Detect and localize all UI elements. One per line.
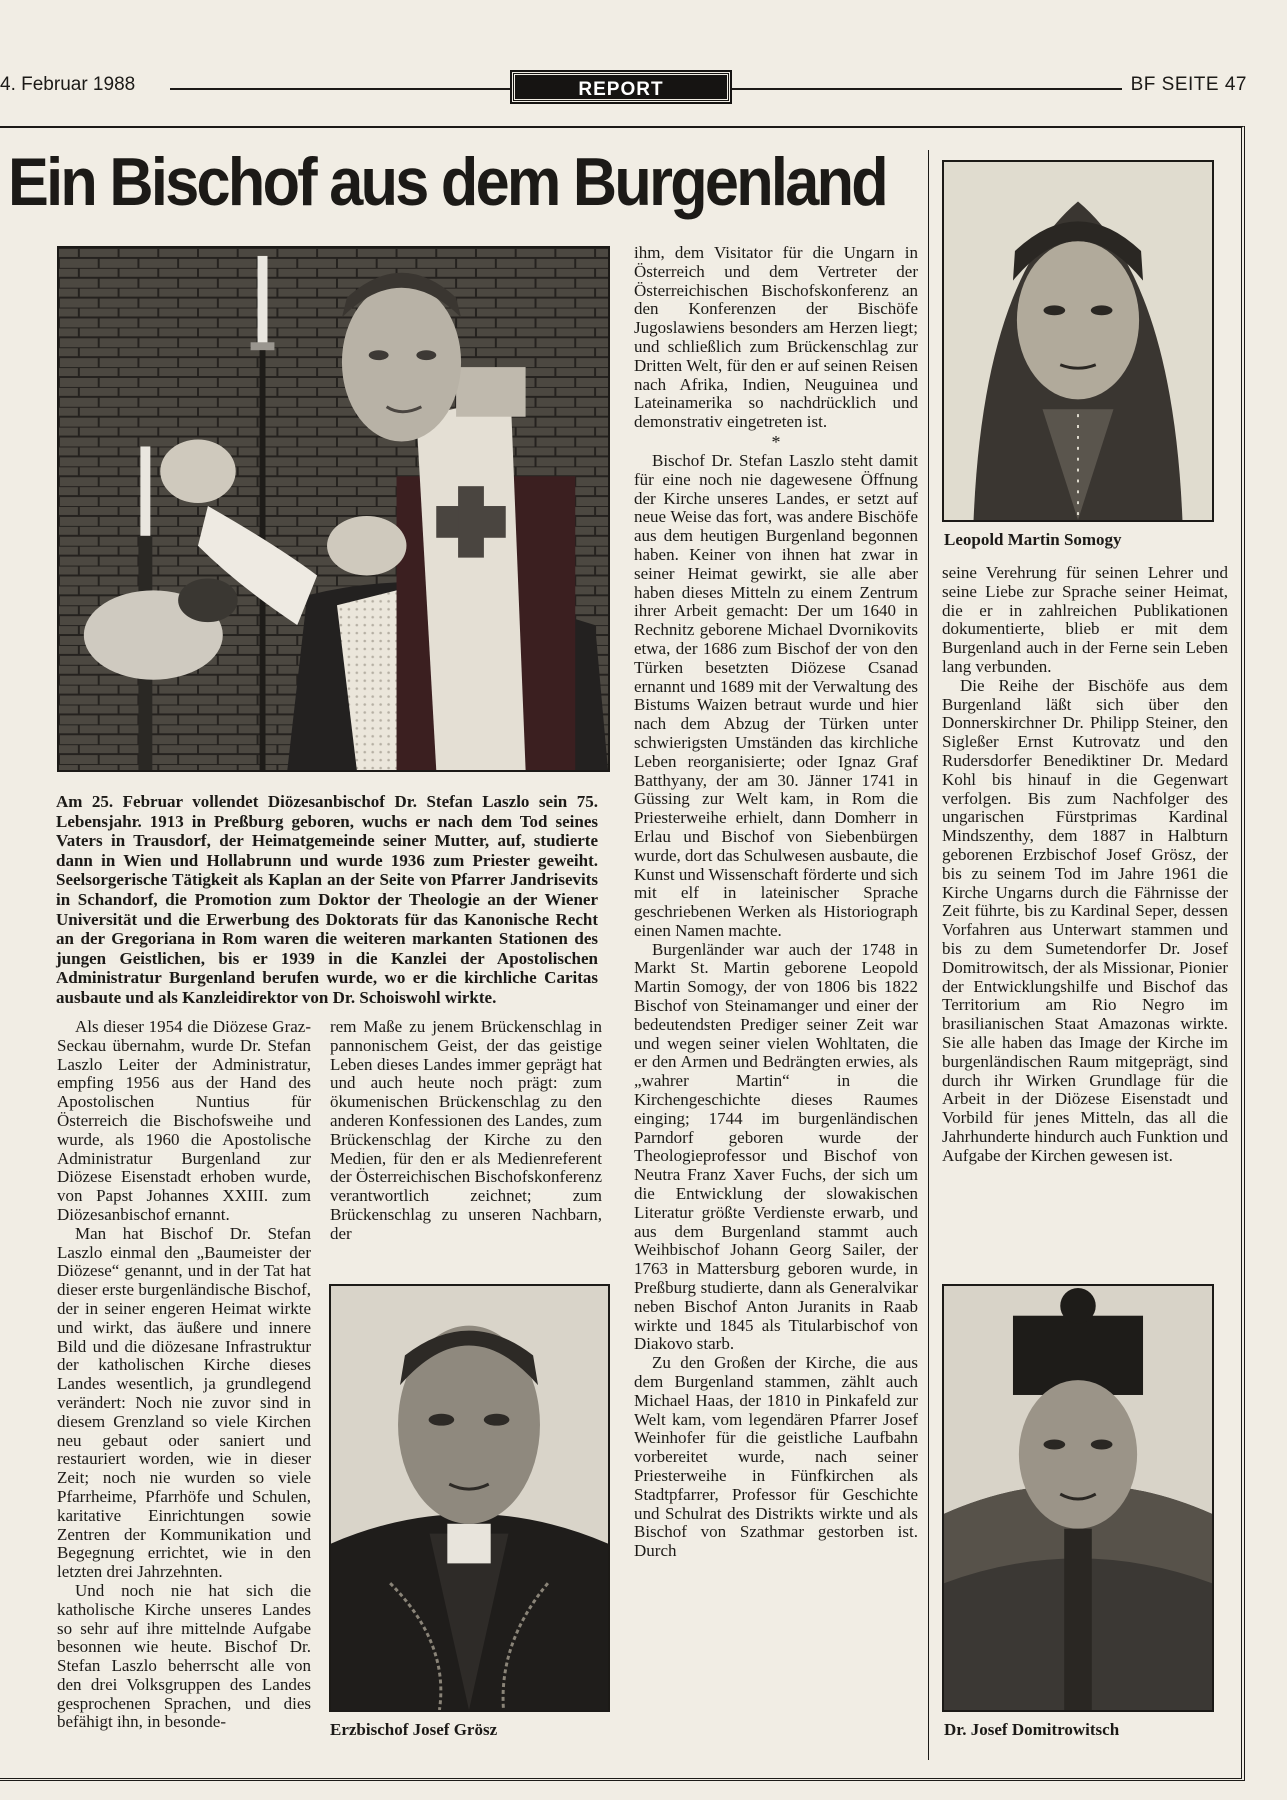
domitrowitsch-photo [942,1284,1214,1712]
main-photo [57,246,610,772]
col1-paragraph: Und noch nie hat sich die katholische Kirche unseres Landes so sehr auf ihre mittelnde Aufgabe besonnen wie heute. Bischof Dr. Stefan Laszlo beherrscht alle von den drei Volksgruppen des Landes gesprochenen Sprachen, und dies befähigt ihn, in besonde- [57,1580,311,1732]
somogy-caption: Leopold Martin Somogy [944,530,1122,549]
headline: Ein Bischof aus dem Burgenland [8,144,886,220]
bishop-at-altar-photo-icon [59,248,608,770]
col4-paragraph: seine Verehrung für seinen Lehrer und seine Liebe zur Sprache seiner Heimat, die er in zahlreichen Publikationen dokumentierte, blieb er mit dem Burgenland auch in der Ferne sein Leben lang verbunden. [942,563,1228,676]
col1-paragraph: Man hat Bischof Dr. Stefan Laszlo einmal den „Baumeister der Diözese“ genannt, und in der Tat hat dieser erste burgenländische Bischof, der in seiner engeren Heimat wirkte und wirkt, das äußere und innere Bild und die diözesane Infrastruktur der katholischen Kirche dieses Landes wesentlich, ja grundlegend verändert: Noch nie zuvor sind in diesem Grenzland so viele Kirchen neu gebaut oder saniert und restauriert worden, wie in dieser Zeit; noch nie wurden so viele Pfarrheime, Pfarrhöfe und Schulen, karitative Einrichtungen sowie Zentren der Kommunikation und Begegnung errichtet, wie in den letzten drei Jahrzehnten. [57,1223,311,1582]
body-column-2 [330,1018,602,1244]
section-badge: REPORT [512,72,730,102]
col2-paragraph: rem Maße zu jenem Brückenschlag in pannonischem Geist, der das geistige Leben dieses Landes immer geprägt hat und auch heute noch prägt: zum ökumenischen Brückenschlag zu den anderen Konfessionen des Landes, zum Brückenschlag der Kirche zu den Medien, für den er als Medienreferent der Österreichischen Bischofskonferenz verantwortlich zeichnet; zum Brückenschlag zu unseren Nachbarn, der [330,1017,602,1243]
col1-paragraph: Als dieser 1954 die Diözese Graz-Seckau übernahm, wurde Dr. Stefan Laszlo Leiter der Administratur, empfing 1956 aus der Hand des Apostolischen Nuntius für Österreich die Bischofsweihe und wurde, als 1960 die Apostolische Administratur Burgenland zur Diözese Eisenstadt erhoben wurde, von Papst Johannes XXIII. zum Diözesanbischof ernannt. [57,1017,311,1224]
portrait-photo-icon [944,1286,1212,1710]
body-column-4 [942,564,1228,1166]
col3-paragraph: Burgenländer war auch der 1748 in Markt St. Martin geborene Leopold Martin Somogy, der von 1806 bis 1822 Bischof von Steinamanger und einer der bedeutendsten Prediger seiner Zeit war und wegen seiner vielen Wohltaten, die er den Armen und Bedrängten erwies, als „wahrer Martin“ in die Kirchengeschichte dieses Raumes einging; 1744 im burgenländischen Parndorf geboren wurde der Theologieprofessor und Bischof von Neutra Franz Xaver Fuchs, der sich um die Entwicklung der slowakischen Literatur größte Verdienste erwarb, und aus dem Burgenland stammt auch Weihbischof Johann Georg Sailer, der 1763 in Mattersburg geboren wurde, in Preßburg studierte, dann als Generalvikar neben Bischof Anton Juranits in Raab wirkte und 1845 als Titularbischof von Diakovo starb. [634,939,918,1354]
groesz-caption: Erzbischof Josef Grösz [330,1720,498,1739]
header-rule-right [732,88,1122,90]
body-column-3 [634,244,918,1561]
header-rule-left [170,88,510,90]
page-label: BF SEITE 47 [1130,74,1247,95]
col4-paragraph: Die Reihe der Bischöfe aus dem Burgenland läßt sich über den Donnerskirchner Dr. Philipp Steiner, den Sigleßer Ernst Kutrovatz und den Rudersdorfer Benediktiner Dr. Medard Kohl bis hinauf in die Gegenwart verfolgen. Bis zum Nachfolger des ungarischen Fürstprimas Kardinal Mindszenthy, dem 1887 in Halbturn geborenen Erzbischof Josef Grösz, der bis zu seinem Tod im Jahre 1961 die Kirche Ungarns durch die Fährnisse der Zeit führte, bis zu Kardinal Seper, dessen Vorfahren aus Unterwart stammen und bis zu dem Sumetendorfer Dr. Josef Domitrowitsch, der als Missionar, Pionier der Entwicklungshilfe und Bischof das Territorium am Rio Negro im brasilianischen Staat Amazonas wirkte. Sie alle haben das Image der Kirche im burgenländischen Raum mitgeprägt, sind durch ihr Wirken Grundlage für die Arbeit in der Diözese Eisenstadt und Vorbild für jenes Mitteln, das all die Jahrhunderte hindurch auch Funktion und Aufgabe der Kirchen gewesen ist. [942,675,1228,1165]
col3-paragraph: Bischof Dr. Stefan Laszlo steht damit für eine noch nie dagewesene Öffnung der Kirche unseres Landes, er setzt auf neue Weise das fort, was andere Bischöfe aus dem heutigen Burgenland begonnen haben. Keiner von ihnen hat zwar in seiner Heimat gewirkt, sie alle aber haben dieses Mitteln zu einem Zentrum ihrer Arbeit gemacht: Der um 1640 in Rechnitz geborene Michael Dvornikovits etwa, der 1686 zum Bischof der von den Türken besetzten Diözese Csanad ernannt und 1689 mit der Verwaltung des Bistums Waizen betraut wurde und hier nach dem Abzug der Türken unter schwierigsten Umständen das kirchliche Leben reorganisierte; oder Ignaz Graf Batthyany, der am 30. Jänner 1741 in Güssing zur Welt kam, in Rom die Priesterweihe erhielt, dann Domherr in Erlau und Bischof von Siebenbürgen wurde, dort das Schulwesen ausbaute, die Kunst und Wissenschaft förderte und sich mit elf in lateinischer Sprache geschriebenen Werken als Historiograph einen Namen machte. [634,450,918,940]
col3-paragraph: ihm, dem Visitator für die Ungarn in Österreich und dem Vertreter der Österreichischen Bischofskonferenz an den Konferenzen der Bischöfe Jugoslawiens besonders am Herzen liegt; und schließlich zum Brückenschlag zur Dritten Welt, für den er auf seinen Reisen nach Afrika, Indien, Neuguinea und Lateinamerika so nachdrücklich und demonstrativ eingetreten ist. [634,243,918,432]
lead-paragraph: Am 25. Februar vollendet Diözesanbischof Dr. Stefan Laszlo sein 75. Lebensjahr. 1913 in Preßburg geboren, wuchs er nach dem Tod seines Vaters in Trausdorf, der Heimatgemeinde seiner Mutter, auf, studierte dann in Wien und Hollabrunn und wurde 1936 zum Priester geweiht. Seelsorgerische Tätigkeit als Kaplan an der Seite von Pfarrer Jandrisevits in Schandorf, die Promotion zum Doktor der Theologie an der Wiener Universität und die Erwerbung des Doktorats für das Kanonische Recht an der Gregoriana in Rom waren die weiteren markanten Stationen des jungen Geistlichen, bis er 1939 in die Kanzlei der Apostolischen Administratur Burgenland berufen wurde, wo er die kirchliche Caritas ausbaute und als Kanzleidirektor von Dr. Schoiswohl wirkte. [56,792,598,1007]
portrait-photo-icon [331,1286,608,1710]
col3-paragraph: Zu den Großen der Kirche, die aus dem Burgenland stammen, zählt auch Michael Haas, der 1810 in Pinkafeld zur Welt kam, vom legendären Pfarrer Josef Weinhofer für die geistliche Laufbahn vorbereitet wurde, nach seiner Priesterweihe in Fünfkirchen als Stadtpfarrer, Professor für Geschichte und Schulrat des Distrikts wirkte und als Bischof von Szathmar gestorben ist. Durch [634,1353,918,1561]
somogy-photo [942,160,1214,522]
section-separator: * [771,431,781,452]
body-column-1 [57,1018,311,1732]
portrait-engraving-icon [944,162,1212,520]
column-rule [928,150,929,1760]
issue-date: 4. Februar 1988 [0,74,136,95]
domitrowitsch-caption: Dr. Josef Domitrowitsch [944,1720,1120,1739]
groesz-photo [329,1284,610,1712]
